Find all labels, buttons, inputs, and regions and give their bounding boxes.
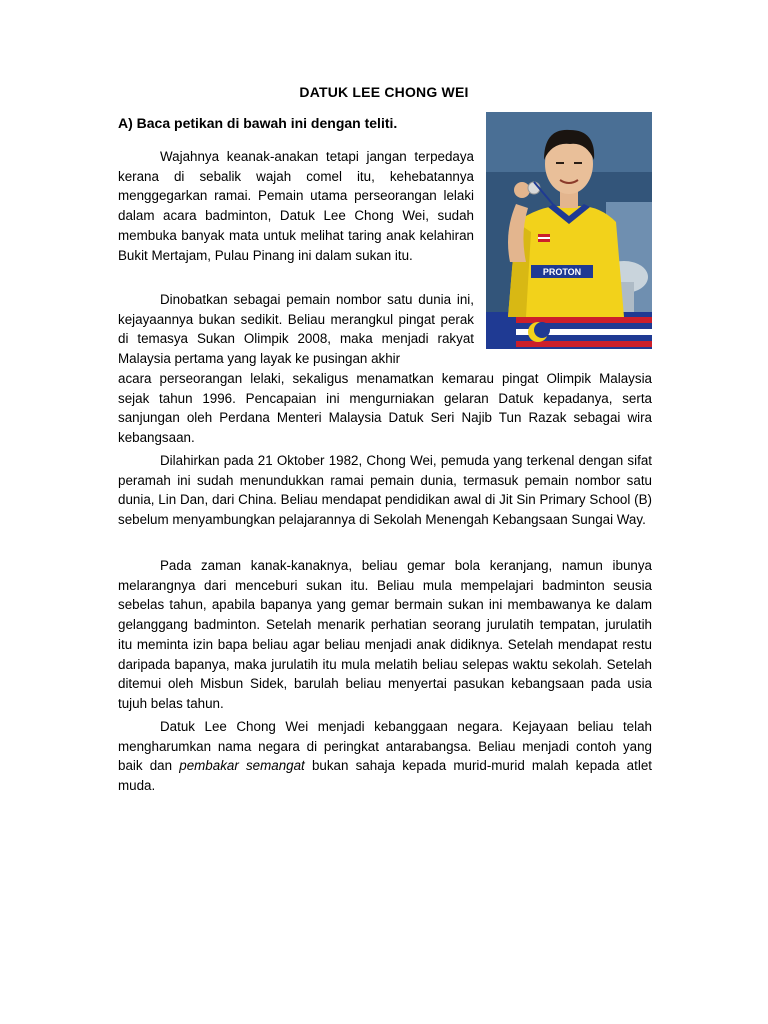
paragraph-1	[118, 147, 474, 265]
paragraph-5-end: bukan sahaja kepada murid-murid malah kepada atlet muda.	[118, 758, 652, 794]
paragraph-2-text-narrow: Dinobatkan sebagai pemain nombor satu dunia ini, kejayaannya bukan sedikit. Beliau merangkul pingat perak di temasya Sukan Olimpik 2008, maka menjadi rakyat Malaysia pertama yang layak ke pusingan akhir	[118, 292, 474, 367]
instruction-heading: A) Baca petikan di bawah ini dengan teliti.	[118, 115, 398, 131]
paragraph-5-start: Datuk Lee Chong Wei menjadi kebanggaan negara. Kejayaan beliau telah mengharumkan nama negara di peringkat antarabangsa. Beliau menjadi contoh yang baik dan	[118, 719, 652, 774]
paragraph-4	[118, 556, 652, 714]
paragraph-4-text: Pada zaman kanak-kanaknya, beliau gemar bola keranjang, namun ibunya melarangnya dari menceburi sukan itu. Beliau mula mempelajari badminton seusia sebelas tahun, apabila bapanya yang gemar bermain sukan ini membawanya ke dalam gelanggang badminton. Setelah menarik perhatian seorang jurulatih tempatan, jurulatih itu meminta izin bapa beliau agar beliau menjadi anak didiknya. Setelah mendapat restu daripada bapanya, maka jurulatih itu mula melatih beliau selepas waktu sekolah. Setelah ditemui oleh Misbun Sidek, barulah beliau menyertai pasukan kebangsaan pada usia tujuh belas tahun.	[118, 558, 652, 711]
paragraph-3	[118, 451, 652, 530]
page-title: DATUK LEE CHONG WEI	[299, 84, 469, 100]
paragraph-5	[118, 717, 652, 796]
paragraph-1-text: Wajahnya keanak-anakan tetapi jangan terpedaya kerana di sebalik wajah comel itu, kehebatannya menggegarkan ramai. Pemain utama perseorangan lelaki dalam acara badminton, Datuk Lee Chong Wei, sudah membuka banyak mata untuk melihat taring anak kelahiran Bukit Mertajam, Pulau Pinang ini dalam sukan itu.	[118, 149, 474, 263]
paragraph-5-text	[118, 717, 652, 796]
paragraph-5-italic: pembakar semangat	[179, 758, 305, 774]
paragraph-2	[118, 290, 652, 448]
paragraph-2-text-rest: acara perseorangan lelaki, sekaligus menamatkan kemarau pingat Olimpik Malaysia sejak tahun 1996. Pencapaian ini mengurniakan gelaran Datuk kepadanya, serta sanjungan oleh Perdana Menteri Malaysia Datuk Seri Najib Tun Razak sebagai wira kebangsaan.	[118, 370, 652, 445]
svg-text:PROTON: PROTON	[542, 267, 582, 277]
paragraph-3-text: Dilahirkan pada 21 Oktober 1982, Chong Wei, pemuda yang terkenal dengan sifat peramah ini sudah menundukkan ramai pemain dunia, termasuk pemain nombor satu dunia, Lin Dan, dari China. Beliau mendapat pendidikan awal di Jit Sin Primary School (B) sebelum menyambungkan pelajarannya di Sekolah Menengah Kebangsaan Sungai Way.	[118, 453, 652, 528]
